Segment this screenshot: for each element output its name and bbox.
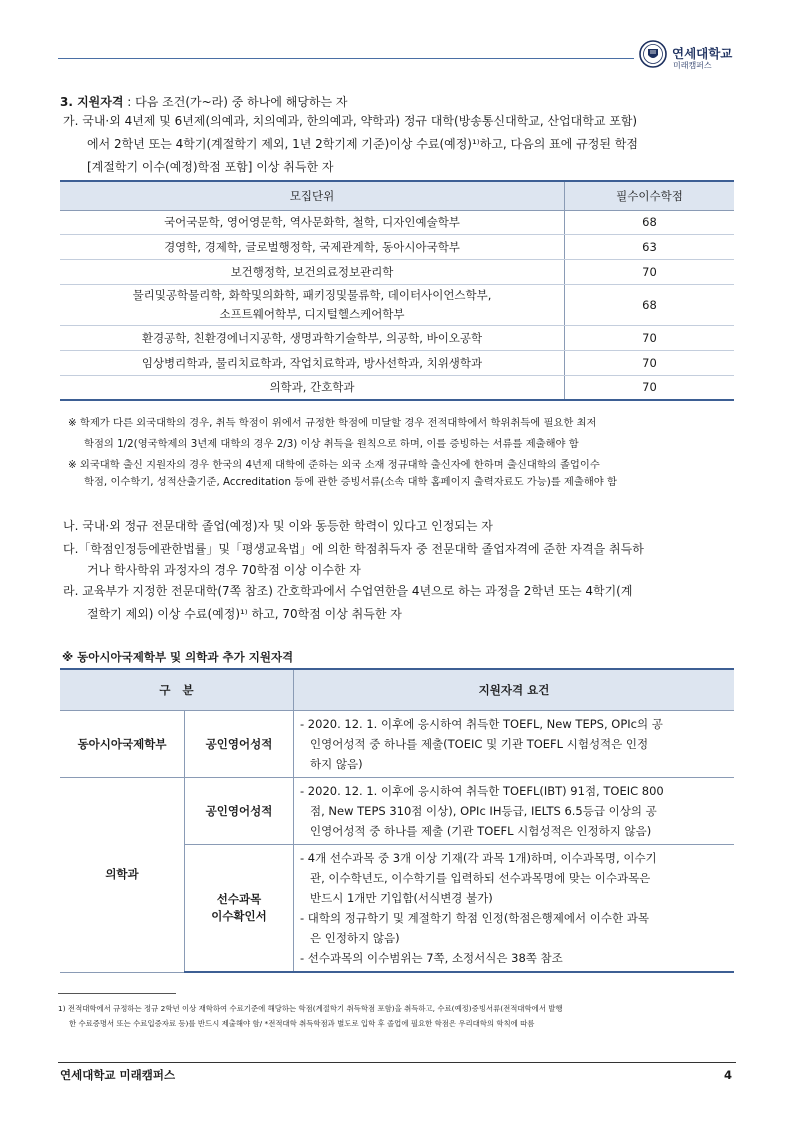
unit-cell: 환경공학, 친환경에너지공학, 생명과학기술학부, 의공학, 바이오공학 [60, 326, 565, 351]
footer-rule [58, 1062, 736, 1063]
credit-table-header [60, 181, 734, 211]
requirement-line: 점, New TEPS 310점 이상), OPIc IH등급, IELTS 6.5등급 이상의 공 [310, 804, 657, 818]
table-row [60, 326, 734, 351]
requirement-line: - 2020. 12. 1. 이후에 응시하여 취득한 TOEFL, New TEPS, OPIc의 공 [300, 717, 663, 731]
type-line: 이수확인서 [211, 909, 267, 923]
requirement-line: 인영어성적 중 하나를 제출 (기관 TOEFL 시험성적은 인정하지 않음) [310, 824, 652, 838]
credits-cell: 70 [565, 376, 735, 401]
footnote-line-1: 1) 전적대학에서 규정하는 정규 2학년 이상 재학하여 수료기준에 해당하는 학점(계절학기 취득학점 포함)을 취득하고, 수료(예정)증빙서류(전적대학에서 발행 [58, 1004, 563, 1013]
type-cell [185, 845, 294, 973]
requirement-line: - 4개 선수과목 중 3개 이상 기재(각 과목 1개)하며, 이수과목명, 이수기 [300, 851, 657, 865]
unit-cell: 의학과, 간호학과 [60, 376, 565, 401]
header-rule [58, 58, 634, 59]
unit-cell: 임상병리학과, 물리치료학과, 작업치료학과, 방사선학과, 치위생학과 [60, 351, 565, 376]
footnote-rule [58, 993, 176, 994]
type-cell: 공인영어성적 [185, 711, 294, 778]
item-ga-line-3: [계절학기 이수(예정)학점 포함] 이상 취득한 자 [87, 160, 334, 174]
item-ga-line-2: 에서 2학년 또는 4학기(계절학기 제외, 1년 2학기제 기준)이상 수료(예정)¹⁾하고, 다음의 표에 규정된 학점 [87, 137, 638, 151]
header-credits: 필수이수학점 [565, 181, 735, 211]
dept-cell: 동아시아국제학부 [60, 711, 185, 778]
requirement-line: 반드시 1개만 기입함(서식변경 불가) [310, 891, 493, 905]
table-row [60, 376, 734, 401]
header-category: 구 분 [60, 669, 294, 711]
unit-line: 소프트웨어학부, 디지털헬스케어학부 [219, 307, 405, 321]
requirement-line: - 선수과목의 이수범위는 7쪽, 소정서식은 38쪽 참조 [300, 951, 563, 965]
section-number: 3. 지원자격 [60, 95, 124, 109]
page-number: 4 [724, 1068, 733, 1082]
requirement-cell [294, 845, 735, 973]
extra-table-header [60, 669, 734, 711]
item-da-line-1: 다.「학점인정등에관한법률」및「평생교육법」에 의한 학점취득자 중 전문대학 졸업자격에 준한 자격을 취득하 [63, 542, 644, 556]
dept-cell: 의학과 [60, 778, 185, 973]
table-row [60, 260, 734, 285]
unit-line: 물리및공학물리학, 화학및의화학, 패키징및물류학, 데이터사이언스학부, [132, 288, 492, 302]
note-2-line-2: 학점, 이수학기, 성적산출기준, Accreditation 등에 관한 증빙서류(소속 대학 홈페이지 출력자료도 가능)를 제출해야 함 [84, 476, 617, 488]
logo-subtitle: 미래캠퍼스 [673, 61, 712, 70]
unit-cell: 국어국문학, 영어영문학, 역사문화학, 철학, 디자인예술학부 [60, 211, 565, 235]
item-ga-line-1: 가. 국내·외 4년제 및 6년제(의예과, 치의예과, 한의예과, 약학과) 정규 대학(방송통신대학교, 산업대학교 포함) [63, 114, 638, 128]
note-1-line-2: 학점의 1/2(영국학제의 3년제 대학의 경우 2/3) 이상 취득을 원칙으로 하며, 이를 증빙하는 서류를 제출해야 함 [84, 438, 579, 450]
table-row [60, 285, 734, 326]
item-ra-line-1: 라. 교육부가 지정한 전문대학(7쪽 참조) 간호학과에서 수업연한을 4년으로 하는 과정을 2학년 또는 4학기(계 [63, 584, 633, 598]
note-2-line-1: ※ 외국대학 출신 지원자의 경우 한국의 4년제 대학에 준하는 외국 소재 정규대학 출신자에 한하며 출신대학의 졸업이수 [68, 459, 600, 471]
footnote-line-2: 한 수료증명서 또는 수료입증자료 등)를 반드시 제출해야 함/ *전적대학 취득학점과 별도로 입학 후 졸업에 필요한 학점은 우리대학의 학칙에 따름 [69, 1019, 535, 1028]
item-na: 나. 국내·외 정규 전문대학 졸업(예정)자 및 이와 동등한 학력이 있다고 인정되는 자 [63, 519, 493, 533]
requirement-cell [294, 778, 735, 845]
table-row [60, 778, 734, 845]
extra-title: ※ 동아시아국제학부 및 의학과 추가 지원자격 [62, 650, 294, 664]
credit-table [60, 180, 734, 401]
university-emblem-icon [639, 40, 667, 68]
credits-cell: 70 [565, 326, 735, 351]
logo-name: 연세대학교 [672, 46, 733, 61]
credits-cell: 63 [565, 235, 735, 260]
item-ra-line-2: 절학기 제외) 이상 수료(예정)¹⁾ 하고, 70학점 이상 취득한 자 [87, 607, 402, 621]
unit-cell: 경영학, 경제학, 글로벌행정학, 국제관계학, 동아시아국학부 [60, 235, 565, 260]
credits-cell: 68 [565, 285, 735, 326]
header-requirement: 지원자격 요건 [294, 669, 735, 711]
table-row [60, 211, 734, 235]
type-cell: 공인영어성적 [185, 778, 294, 845]
item-da-line-2: 거나 학사학위 과정자의 경우 70학점 이상 이수한 자 [87, 563, 361, 577]
credits-cell: 70 [565, 260, 735, 285]
table-row [60, 711, 734, 778]
credits-cell: 68 [565, 211, 735, 235]
credits-cell: 70 [565, 351, 735, 376]
unit-cell [60, 285, 565, 326]
section-title [60, 95, 348, 110]
section-title-rest: : 다음 조건(가~라) 중 하나에 해당하는 자 [123, 95, 348, 109]
unit-cell: 보건행정학, 보건의료정보관리학 [60, 260, 565, 285]
requirement-line: - 대학의 정규학기 및 계절학기 학점 인정(학점은행제에서 이수한 과목 [300, 911, 649, 925]
requirement-line: - 2020. 12. 1. 이후에 응시하여 취득한 TOEFL(IBT) 91점, TOEIC 800 [300, 784, 664, 798]
type-line: 선수과목 [216, 892, 262, 906]
requirement-line: 하지 않음) [310, 757, 363, 771]
table-row [60, 235, 734, 260]
note-1-line-1: ※ 학제가 다른 외국대학의 경우, 취득 학점이 위에서 규정한 학점에 미달할 경우 전적대학에서 학위취득에 필요한 최저 [68, 417, 597, 429]
requirement-line: 인영어성적 중 하나를 제출(TOEIC 및 기관 TOEFL 시험성적은 인정 [310, 737, 649, 751]
requirement-line: 관, 이수학년도, 이수학기를 입력하되 선수과목명에 맞는 이수과목은 [310, 871, 651, 885]
header-unit: 모집단위 [60, 181, 565, 211]
extra-qualification-table [60, 668, 734, 973]
footer-name: 연세대학교 미래캠퍼스 [60, 1068, 176, 1082]
table-row [60, 351, 734, 376]
requirement-cell [294, 711, 735, 778]
requirement-line: 은 인정하지 않음) [310, 931, 400, 945]
